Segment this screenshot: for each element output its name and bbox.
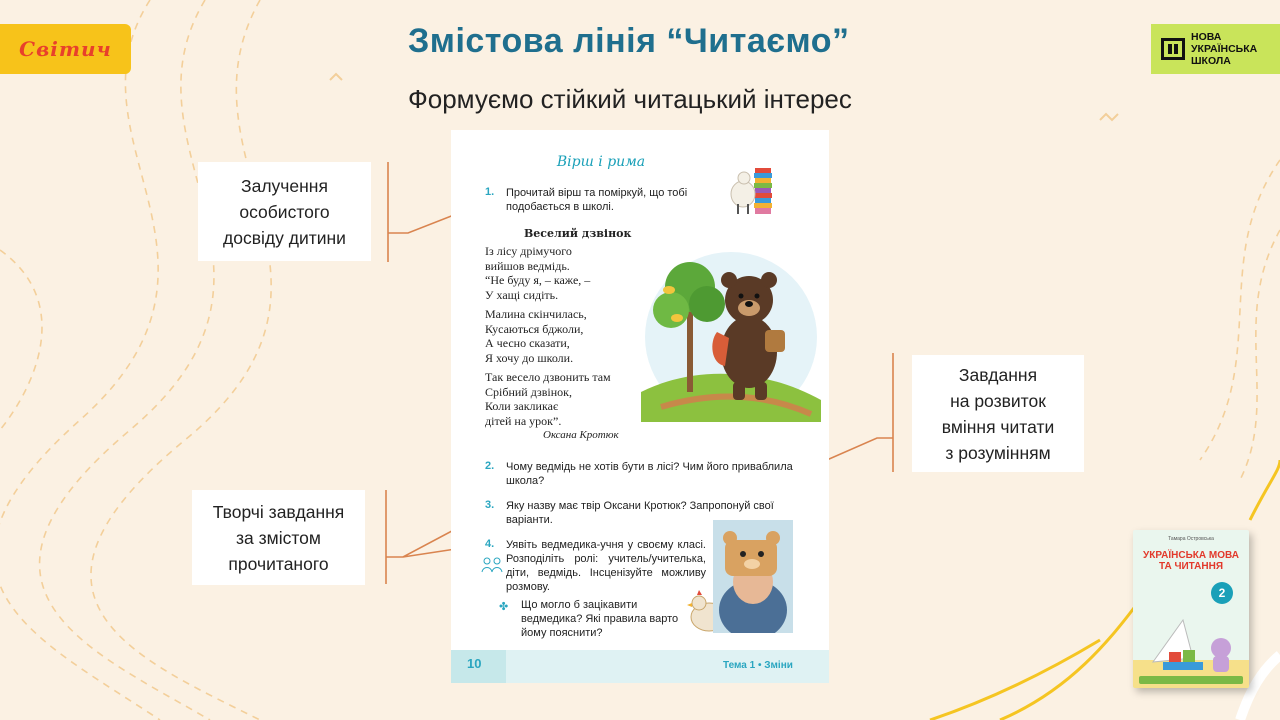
extra-task-text: Що могло б зацікавити ведмедика? Які правила варто йому пояснити? (521, 599, 679, 639)
page-heading: Вірш і рима (556, 154, 646, 170)
page-topic: Тема 1 • Зміни (723, 660, 793, 671)
poem-stanza-2: Малина скінчилась, Кусаються бджоли, А чесно сказати, Я хочу до школи. (485, 307, 587, 365)
book-author: Тамара Островська (1168, 536, 1214, 542)
book-cover-illustration (1133, 600, 1249, 688)
bear-illustration (641, 242, 821, 422)
nus-line-3: ШКОЛА (1191, 55, 1231, 67)
svitych-logo (0, 24, 131, 74)
poem-author: Оксана Кротюк (543, 429, 619, 441)
task-4-text: Уявіть ведмедика-учня у своєму класі. Розподіліть ролі: учитель/учителька, діти, ведмідь. Інсценізуйте можливу розмову. (506, 539, 706, 593)
note-creative-tasks (192, 490, 365, 585)
note-personal-experience-text: Залучення особистого досвіду дитини (223, 175, 346, 248)
task-2-text: Чому ведмідь не хотів бути в лісі? Чим його приваблила школа? (506, 461, 793, 487)
nus-logo (1151, 24, 1280, 74)
task-4-number: 4. (485, 538, 495, 550)
note-reading-comprehension-text: Завдання на розвиток вміння читати з розумінням (941, 364, 1055, 463)
poem-stanza-1: Із лісу дрімучого вийшов ведмідь. “Не буду я, – каже, – У хащі сидіть. (485, 244, 591, 302)
note-reading-comprehension (912, 355, 1084, 472)
note-personal-experience (198, 162, 371, 261)
nus-line-1: НОВА (1191, 31, 1222, 43)
book-title: УКРАЇНСЬКА МОВА ТА ЧИТАННЯ (1143, 550, 1239, 572)
nus-mark-icon (1161, 38, 1185, 60)
extra-task-icon: ✤ (499, 600, 509, 613)
task-2-number: 2. (485, 460, 495, 472)
group-work-icon (481, 554, 503, 574)
slide-subtitle: Формуємо стійкий читацький інтерес (408, 84, 852, 114)
slide-title: Змістова лінія “Читаємо” (408, 22, 850, 60)
task-3-number: 3. (485, 499, 495, 511)
nus-line-2: УКРАЇНСЬКА (1191, 43, 1258, 55)
poem-title: Веселий дзвінок (524, 227, 632, 240)
book-grade: 2 (1211, 582, 1233, 604)
textbook-cover (1133, 530, 1249, 688)
task-1-number: 1. (485, 186, 495, 198)
nus-logo-text (1191, 31, 1257, 67)
task-3-text: Яку назву має твір Оксани Кротюк? Запропонуй свої варіанти. (506, 500, 774, 526)
note-creative-tasks-text: Творчі завдання за змістом прочитаного (212, 501, 345, 574)
sheep-books-illustration (729, 164, 775, 220)
task-1-text: Прочитай вірш та поміркуй, що тобі подобається в школі. (506, 187, 688, 213)
child-mask-photo (713, 520, 793, 633)
logo-text: Світич (19, 37, 112, 61)
textbook-page (451, 130, 829, 683)
page-number: 10 (467, 656, 482, 671)
poem-stanza-3: Так весело дзвонить там Срібний дзвінок, Коли закликає дітей на урок”. (485, 370, 611, 428)
